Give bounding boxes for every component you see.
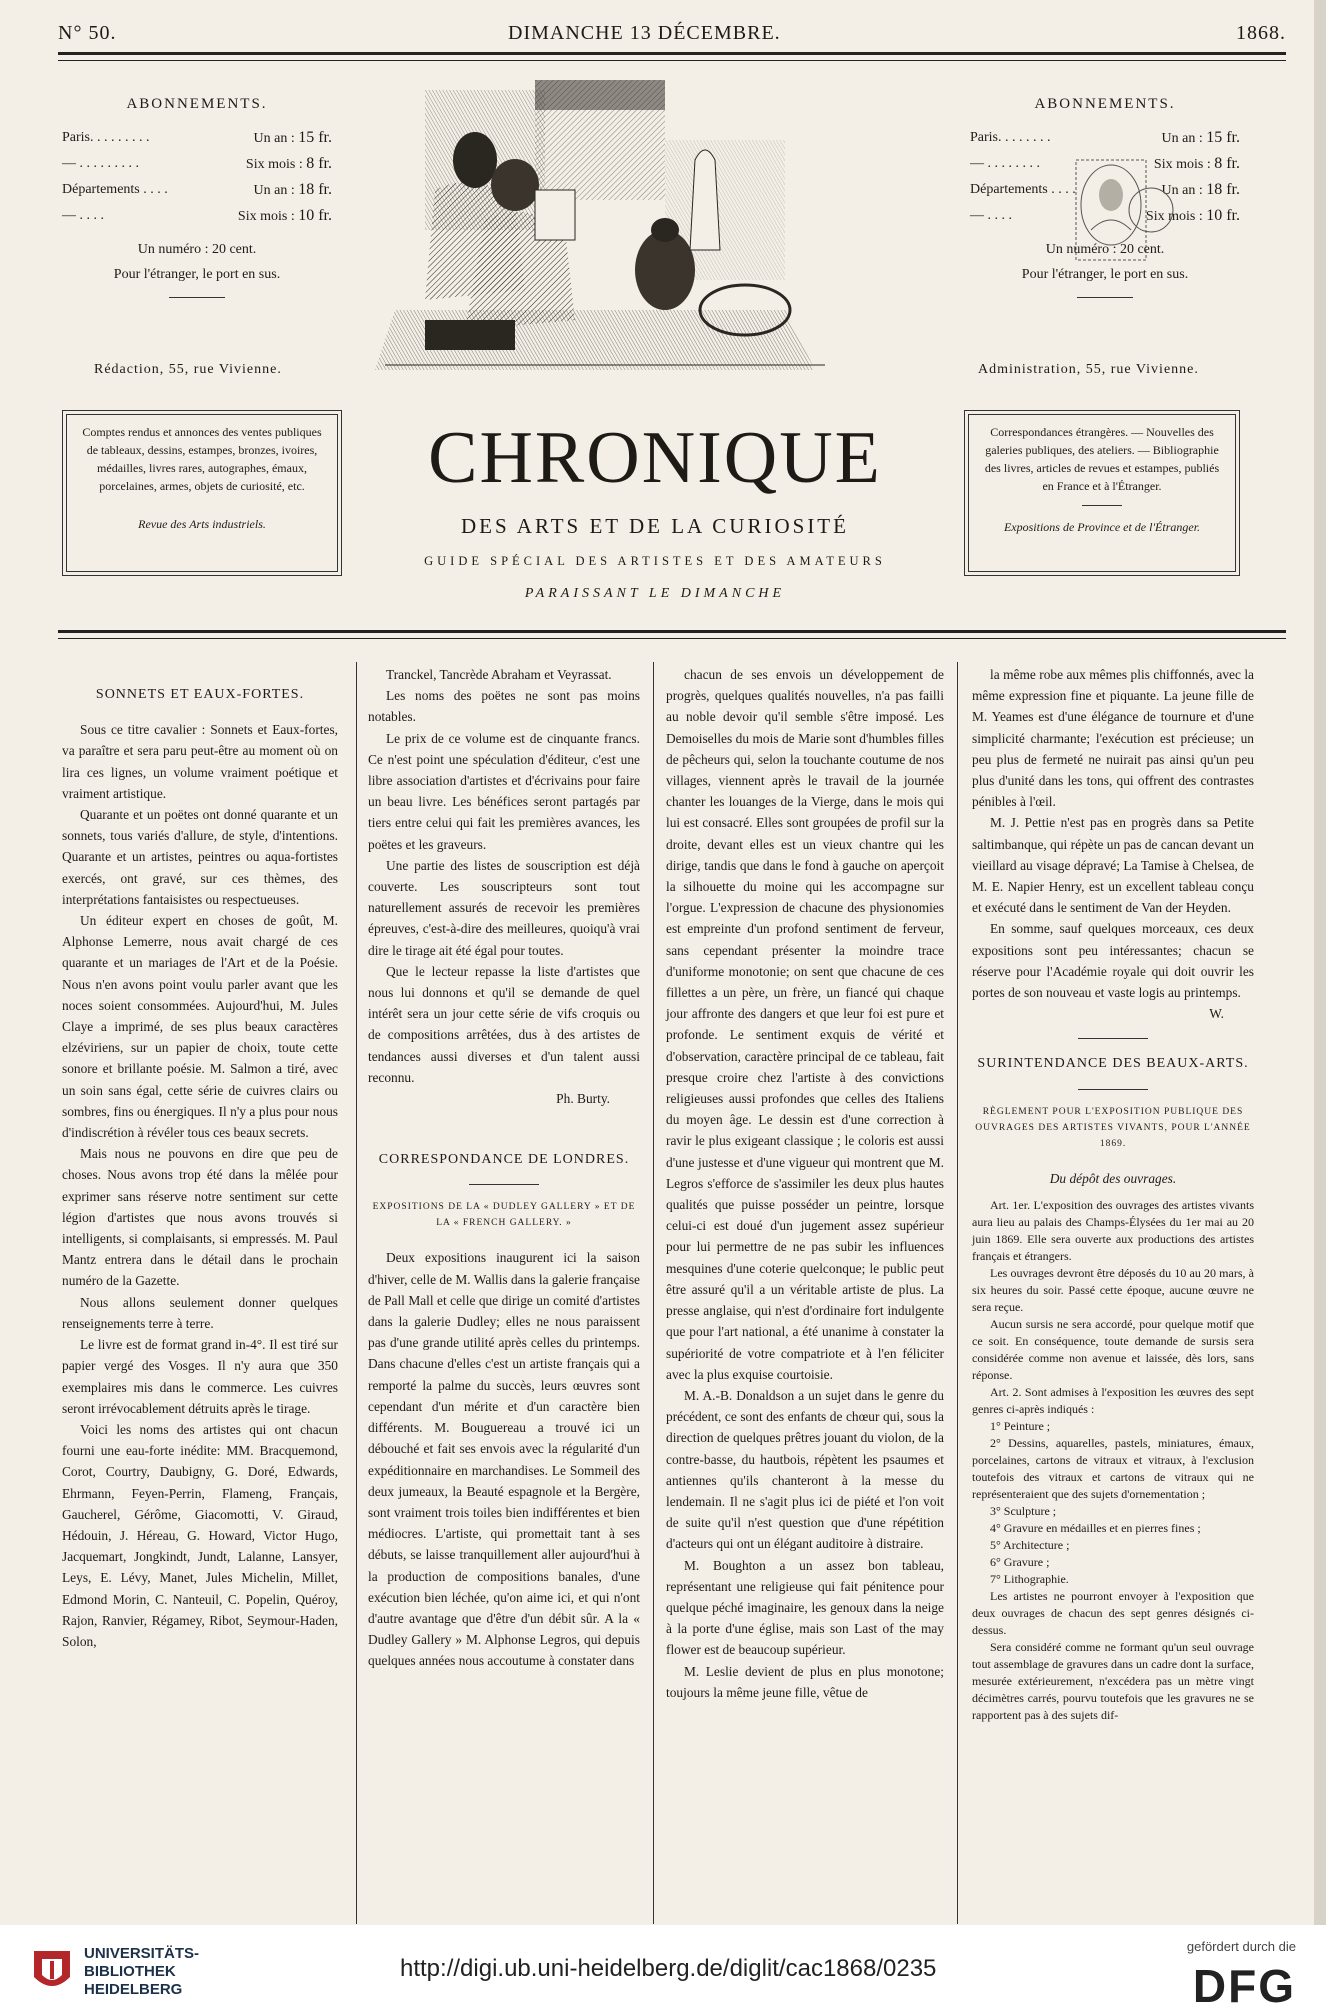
paragraph: Le prix de ce volume est de cinquante francs. Ce n'est point une spéculation d'éditeur, c'est une libre association d'artistes et d'écrivains pour faire un beau livre. Les bénéfices seront partagés par tiers entre celui qui fait les premières avances, les poëtes et les graveurs. (368, 730, 640, 852)
paragraph: Aucun sursis ne sera accordé, pour quelque motif que ce soit. En conséquence, toute demande de sursis sera considérée comme non avenue et laissée, dès lors, sans réponse. (972, 1316, 1254, 1382)
separator (1078, 1089, 1148, 1090)
column-rule (653, 662, 654, 1924)
administration-address: Administration, 55, rue Vivienne. (978, 362, 1199, 377)
paragraph: Que le lecteur repasse la liste d'artistes que nous lui donnons et qu'il se demande de quel intérêt sera un jour cette série de vifs croquis ou de compositions arrêtées, dus à des artistes de tendances aussi diverses et d'un talent aussi reconnu. (368, 963, 640, 1085)
price-row: Paris. . . . . . . . Un an : 15 fr. (970, 129, 1240, 146)
editorial-address: Rédaction, 55, rue Vivienne. (94, 362, 282, 377)
list-item: 6° Gravure ; (990, 1554, 1050, 1569)
paragraph: Les artistes ne pourront envoyer à l'exposition que deux ouvrages de chacun des sept genres désignés ci-dessus. (972, 1588, 1254, 1637)
signature: W. (1209, 1006, 1224, 1022)
permalink-url[interactable]: http://digi.ub.uni-heidelberg.de/diglit/cac1868/0235 (400, 1955, 937, 1982)
price-row: Départements . . . . Un an : 18 fr. (62, 181, 332, 198)
paragraph: Voici les noms des artistes qui ont chacun fourni une eau-forte inédite: MM. Bracquemond, Corot, Courtry, Daubigny, G. Doré, Edwards, Ehrmann, Feyen-Perrin, Flameng, Français, Gaucherel, Gérôme, Giacomotti, V. Giraud, Hédouin, J. Héreau, G. Howard, Victor Hugo, Jacquemart, Jongkindt, Jundt, Lalanne, Lansyer, Leys, E. Lévy, Manet, Jules Michelin, Millet, Edmond Morin, C. Nanteuil, C. Popelin, Quéroy, Rajon, Ranvier, Régamey, Ribot, Seymour-Haden, Solon, (62, 1421, 338, 1649)
paragraph: Les noms des poëtes ne sont pas moins notables. (368, 688, 640, 725)
postage-stamp-icon (1056, 150, 1176, 280)
price-row: Départements . . . . Un an : 18 fr. (970, 181, 1240, 198)
box-text: Correspondances étrangères. — Nouvelles des galeries publiques, des ateliers. — Bibliographie des livres, articles de revues et estampes, publiés en France et à l'Étranger. (984, 425, 1220, 493)
paragraph: Sera considéré comme ne formant qu'un seul ouvrage tout assemblage de gravures dans un cadre dont la surface, mesurée extérieurement, n'excédera pas un mètre vingt décimètres carrés, pourvu toutefois que les gravures ne se rapportent pas à des sujets dif- (972, 1639, 1254, 1722)
box-footer: Expositions de Province et de l'Étranger. (1003, 520, 1201, 534)
issue-year: 1868. (1236, 22, 1286, 44)
paragraph: Art. 1er. L'exposition des ouvrages des artistes vivants aura lieu au palais des Champs-Élysées du 1er mai au 20 juin 1869. Elle sera ouverte aux productions des artistes français et étrangers. (972, 1197, 1254, 1263)
paragraph: En somme, sauf quelques morceaux, ces deux expositions sont peu intéressantes; chacun se réserve pour l'Académie royale qui doit ouvrir les portes de son nouveau et vaste logis au printemps. (972, 921, 1254, 1001)
price-row: Paris. . . . . . . . . Un an : 15 fr. (62, 129, 332, 146)
box-footer: Revue des Arts industriels. (138, 517, 266, 531)
masthead-title: CHRONIQUE (428, 417, 882, 499)
issue-date: DIMANCHE 13 DÉCEMBRE. (508, 22, 781, 44)
info-box-right (968, 414, 1236, 572)
single-issue-price: Un numéro : 20 cent. (137, 242, 257, 257)
separator (1082, 505, 1122, 506)
library-name-line: UNIVERSITÄTS- (84, 1945, 200, 1962)
viewer-footer (0, 1925, 1326, 2016)
issue-line (58, 22, 1286, 50)
paragraph: Deux expositions inaugurent ici la saison d'hiver, celle de M. Wallis dans la galerie française de Pall Mall et celle que dirige un comité d'artistes dans la galerie Dudley; elles ne nous paraissent pas d'une grande utilité après celles du printemps. Dans chacune d'elles c'est un artiste français qui a remporté la palme du succès, leurs œuvres sont cependant d'un mérite et d'un caractère bien différents. M. Bouguereau a trouvé ici un débouché et fait ses envois avec la régularité d'un expéditionnaire en marchandises. Le Sommeil des deux jumeaux, la Beauté espagnole et la Bergère, sont vraiment trois toiles bien indifférentes et bien médiocres. L'artiste, qui promettait tant à ses débuts, se laisse tranquillement aller aujourd'hui à la production de compositions banales, d'une exécution bien léchée, qu'on aime ici, et qui n'ont d'autre avantage que d'être d'un débit sûr. A la « Dudley Gallery » M. Alphonse Legros, qui depuis quelques années nous accoutume à constater dans (368, 1250, 640, 1669)
article-subheading: EXPOSITIONS DE LA « DUDLEY GALLERY » ET DE LA « FRENCH GALLERY. » (372, 1202, 636, 1229)
article-heading: CORRESPONDANCE DE LONDRES. (378, 1152, 630, 1168)
paragraph: Le livre est de format grand in-4°. Il est tiré sur papier vergé des Vosges. Il n'y aura que 350 exemplaires mis dans le commerce. Les cuivres seront irrévocablement détruits après le tirage. (62, 1337, 338, 1416)
paragraph: la même robe aux mêmes plis chiffonnés, avec la même expression fine et piquante. La jeune fille de M. Yeames est d'une élégance de tournure et d'une simplicité charmante; l'exécution est précieuse; un peu plus de fermeté ne nuirait pas ainsi qu'un peu plus d'unité dans les tons, qui offrent des contrastes pénibles à l'œil. (972, 667, 1254, 810)
list-item: 2° Dessins, aquarelles, pastels, miniatures, émaux, porcelaines, cartons de vitraux et vitraux, à l'exclusion toutefois des vitraux et cartons de vitraux qui ne représenteraient que des sujets d'ornementation ; (972, 1435, 1254, 1501)
funding-label: gefördert durch die (1186, 1939, 1296, 1954)
separator (1077, 297, 1133, 298)
list-item: 4° Gravure en médailles et en pierres fines ; (990, 1520, 1201, 1535)
article-subheading: RÈGLEMENT POUR L'EXPOSITION PUBLIQUE DES OUVRAGES DES ARTISTES VIVANTS, POUR L'ANNÉE 1869. (975, 1106, 1251, 1149)
article-heading: SURINTENDANCE DES BEAUX-ARTS. (977, 1056, 1249, 1072)
top-rule (58, 52, 1286, 61)
column-4 (972, 664, 1254, 1724)
article-heading: SONNETS ET EAUX-FORTES. (95, 687, 305, 702)
page-spine (1314, 0, 1326, 1925)
subscriptions-title: ABONNEMENTS. (126, 96, 268, 112)
column-rule (957, 662, 958, 1924)
masthead-subtitle: DES ARTS ET DE LA CURIOSITÉ (461, 514, 849, 538)
library-name-line: HEIDELBERG (84, 1981, 183, 1998)
column-rule (356, 662, 357, 1924)
price-row: — . . . . . . . . . Six mois : 8 fr. (62, 155, 332, 172)
separator (169, 297, 225, 298)
masthead-rule (58, 630, 1286, 639)
column-2 (368, 664, 640, 1672)
paragraph: chacun de ses envois un développement de progrès, quelques qualités nouvelles, n'a pas failli au noble devoir qu'il semble s'être imposé. Les Demoiselles du mois de Marie sont d'humbles filles de pêcheurs qui, selon la touchante coutume de nos villages, viennent après le travail de la journée chanter les louanges de la Vierge, dans le mois qui lui est consacré. Elles sont groupées de profil sur la droite, devant elles est un vieux chantre qui les dirige, tandis que dans le fond à gauche on aperçoit la silhouette du moine qui les accompagne sur l'orgue. L'expression de chacune des physionomies est empreinte d'un profond sentiment de ferveur, sans cependant présenter la moindre trace d'uniforme monotonie; on sent que chacune de ces fillettes a un père, un frère, un fiancé qui chaque jour affronte des dangers et que leur foi est pure et profonde. Le sentiment exquis de vérité et d'observation, caractère principal de ce tableau, fait presque croire chez l'artiste à des convictions religieuses aussi profondes que celles des Italiens du moyen âge. Le dessin est d'une correction à ravir le plus exigeant classique ; le coloris est aussi d'une justesse et d'une vigueur qui montrent que M. Legros s'efforce de s'assimiler les deux plus hautes qualités que puisse posséder un peintre, lorsque celui-ci est doué d'un jugement assez supérieur pour lui permettre de ne pas subir les influences mesquines d'une coterie quelconque; le public peut être assuré qu'il a un véritable artiste de plus. La presse anglaise, qui n'est d'ordinaire fort indulgente que pour l'art national, a été unanime à constater la supériorité de votre compatriote et à l'en féliciter avec la plus exquise courtoisie. (666, 667, 944, 1382)
paragraph: M. Boughton a un assez bon tableau, représentant une religieuse qui fait pénitence pour quelque péché imaginaire, les genoux dans la neige à la porte d'une église, mais son Last of the may flower est de beaucoup supérieur. (666, 1557, 944, 1658)
foreign-postage: Pour l'étranger, le port en sus. (1021, 267, 1189, 282)
list-item: 5° Architecture ; (990, 1537, 1070, 1552)
separator (469, 1184, 539, 1185)
column-3 (666, 664, 944, 1703)
column-1 (62, 664, 338, 1652)
price-row: — . . . . Six mois : 10 fr. (970, 207, 1240, 224)
section-heading: Du dépôt des ouvrages. (1049, 1170, 1177, 1186)
issue-number: N° 50. (58, 22, 117, 44)
library-name-line: BIBLIOTHEK (84, 1963, 176, 1980)
paragraph: Quarante et un poëtes ont donné quarante et un sonnets, tous variés d'allure, de style, d'intentions. Quarante et un artistes, peintres ou aqua-fortistes exercés, ont gravé, sur ces thèmes, des interprétations fantaisistes ou respectueuses. (62, 807, 338, 907)
paragraph: Une partie des listes de souscription est déjà couverte. Les souscripteurs sont tout naturellement assurés de recevoir les premières épreuves, c'est-à-dire des meilleures, quoiqu'à vrai dire le tirage ait été égal pour toutes. (368, 857, 640, 958)
info-box-left (66, 414, 338, 572)
paragraph: M. Leslie devient de plus en plus monotone; toujours la même jeune fille, vêtue de (666, 1663, 944, 1700)
paragraph: M. J. Pettie n'est pas en progrès dans sa Petite saltimbanque, qui répète un pas de cancan devant un vieillard au visage dépravé; La Tamise à Chelsea, de M. E. Napier Henry, est un excellent tableau conçu et exécuté dans le sentiment de Van der Heyden. (972, 815, 1254, 916)
engraving-illustration (365, 70, 833, 378)
paragraph: Un éditeur expert en choses de goût, M. Alphonse Lemerre, nous avait chargé de ces quarante et un mariages de l'Art et de la Poésie. Nous n'en avons point voulu parler avant que les noces soient consommées. Aujourd'hui, M. Jules Claye a imprimé, de ses plus beaux caractères elzéviriens, sur un papier de choix, toute cette sonore et brillante poésie. M. Salmon a tiré, avec un soin sans égal, cette série de cuivres clairs ou sombres, fins ou énergiques. Il n'y a plus pour nous d'indiscrétion à révéler tous ces beaux secrets. (62, 913, 338, 1141)
subscriptions-left (62, 92, 332, 308)
list-item: 3° Sculpture ; (990, 1503, 1057, 1518)
price-row: — . . . . . . . . Six mois : 8 fr. (970, 155, 1240, 172)
foreign-postage: Pour l'étranger, le port en sus. (113, 267, 281, 282)
separator (1078, 1038, 1148, 1039)
box-text: Comptes rendus et annonces des ventes publiques de tableaux, dessins, estampes, bronzes, ivoires, médailles, livres rares, autographes, émaux, porcelaines, armes, objets de curiosité, etc. (82, 425, 322, 493)
paragraph: Art. 2. Sont admises à l'exposition les œuvres des sept genres ci-après indiqués : (972, 1384, 1254, 1416)
price-row: — . . . . Six mois : 10 fr. (62, 207, 332, 224)
single-issue-price: Un numéro : 20 cent. (1045, 242, 1165, 257)
subscriptions-title: ABONNEMENTS. (1034, 96, 1176, 112)
masthead-frequency: PARAISSANT LE DIMANCHE (524, 586, 786, 601)
paragraph: Les ouvrages devront être déposés du 10 au 20 mars, à six heures du soir. Passé cette époque, aucune œuvre ne sera reçue. (972, 1265, 1254, 1314)
paragraph: Nous allons seulement donner quelques renseignements terre à terre. (62, 1294, 338, 1331)
dfg-logo[interactable]: DFG (1192, 1960, 1296, 2012)
paragraph: M. A.-B. Donaldson a un sujet dans le genre du précédent, ce sont des enfants de chœur qui, sous la direction de quelques prêtres jouant du violon, de la contre-basse, du hautbois, répètent les psaumes et antiennes qu'ils chanteront à la messe du lendemain. Il ne s'agit plus ici de piété et l'on voit de suite qu'il n'est question que d'une répétition d'acteurs qui ont un élégant auditoire à distraire. (666, 1387, 944, 1552)
library-logo[interactable] (30, 1945, 199, 1999)
paragraph: Tranckel, Tancrède Abraham et Veyrassat. (386, 667, 612, 682)
list-item: 1° Peinture ; (990, 1418, 1051, 1433)
list-item: 7° Lithographie. (990, 1571, 1069, 1586)
paragraph: Sous ce titre cavalier : Sonnets et Eaux-fortes, va paraître et sera paru peut-être au moment où on lira ces lignes, un volume vraiment poétique et vraiment artistique. (62, 722, 338, 801)
signature: Ph. Burty. (556, 1091, 610, 1107)
paragraph: Mais nous ne pouvons en dire que peu de choses. Nous avons trop été dans la mêlée pour exprimer sans réserve notre sentiment sur cette légion d'artistes que nous avons trouvés si intelligents, si complaisants, si empressés. M. Paul Mantz entrera dans le détail dans le prochain numéro de la Gazette. (62, 1146, 338, 1289)
university-seal-icon (30, 1947, 74, 1997)
masthead-guide: GUIDE SPÉCIAL DES ARTISTES ET DES AMATEURS (424, 554, 886, 568)
